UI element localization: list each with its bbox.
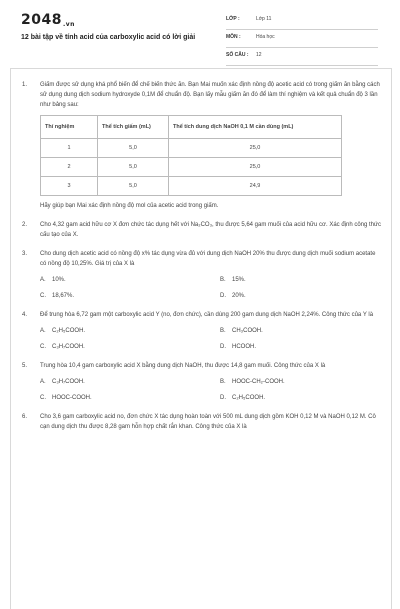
- answer-options: [40, 275, 382, 301]
- table-header: Thí nghiệm: [41, 116, 98, 139]
- question-list: [22, 80, 382, 441]
- meta-key: MÔN :: [226, 34, 241, 40]
- option-label: A.: [40, 328, 46, 334]
- option-text: CH₃COOH.: [232, 328, 263, 334]
- meta-row-subject: [226, 30, 378, 48]
- meta-value: Lớp 11: [256, 16, 272, 22]
- question-text: Giấm được sử dụng khá phổ biến để chế biến thức ăn. Bạn Mai muốn xác định nồng độ acetic acid có trong giấm ăn bằng cách sử dụng dung dịch sodium hydroxyde 0,1M để chuẩn độ. Bạn lấy mẫu giấm ăn đó để làm thí nghiệm và kết quả chuẩn độ 3 lần như bảng sau:: [40, 82, 380, 108]
- option-text: HCOOH.: [232, 344, 256, 350]
- table-header-row: [41, 116, 342, 139]
- table-header: Thể tích giấm (mL): [98, 116, 169, 139]
- table-cell: 1: [41, 139, 98, 158]
- question-followup: Hãy giúp bạn Mai xác định nồng độ mol của acetic acid trong giấm.: [40, 203, 219, 209]
- answer-option-d[interactable]: [220, 393, 370, 403]
- answer-options: [40, 326, 382, 352]
- option-text: 15%.: [232, 277, 246, 283]
- table-cell: 24,9: [169, 177, 342, 196]
- table-cell: 5,0: [98, 158, 169, 177]
- option-text: HOOC-CH₂-COOH.: [232, 379, 285, 385]
- option-text: C₂H₅COOH.: [232, 395, 266, 401]
- option-label: A.: [40, 379, 46, 385]
- answer-option-a[interactable]: [40, 275, 220, 285]
- question-text: Để trung hòa 6,72 gam một carboxylic acid Y (no, đơn chức), cần dùng 200 gam dung dịch NaOH 2,24%. Công thức của Y là: [40, 312, 374, 318]
- option-label: C.: [40, 344, 46, 350]
- answer-option-c[interactable]: [40, 291, 220, 301]
- answer-option-b[interactable]: [220, 275, 370, 285]
- answer-option-d[interactable]: [220, 291, 370, 301]
- question-text: Cho 4,32 gam acid hữu cơ X đơn chức tác dụng hết với Na₂CO₃, thu được 5,64 gam muối của acid hữu cơ. Xác định công thức cấu tạo của X.: [40, 222, 382, 238]
- option-text: C₃H₇COOH.: [52, 379, 85, 385]
- answer-options: [40, 377, 382, 403]
- question-number: 2.: [22, 222, 28, 228]
- logo-tld: .vn: [62, 21, 75, 28]
- table-row: [41, 139, 342, 158]
- answer-option-b[interactable]: [220, 377, 370, 387]
- meta-row-count: [226, 48, 378, 66]
- meta-key: SỐ CÂU :: [226, 52, 249, 58]
- option-label: B.: [220, 328, 226, 334]
- question-number: 5.: [22, 363, 28, 369]
- option-label: A.: [40, 277, 46, 283]
- option-text: HOOC-COOH.: [52, 395, 92, 401]
- option-label: C.: [40, 293, 46, 299]
- question-3: [22, 249, 382, 301]
- option-text: C₂H₅COOH.: [52, 328, 86, 334]
- table-cell: 5,0: [98, 139, 169, 158]
- meta-value: Hóa học: [256, 34, 275, 40]
- option-label: C.: [40, 395, 46, 401]
- option-text: 20%.: [232, 293, 246, 299]
- question-5: [22, 361, 382, 403]
- option-label: B.: [220, 277, 226, 283]
- question-2: [22, 220, 382, 240]
- site-logo[interactable]: [21, 12, 75, 28]
- answer-option-a[interactable]: [40, 326, 220, 336]
- question-number: 1.: [22, 82, 28, 88]
- answer-option-a[interactable]: [40, 377, 220, 387]
- table-cell: 25,0: [169, 139, 342, 158]
- option-text: 10%.: [52, 277, 66, 283]
- table-cell: 5,0: [98, 177, 169, 196]
- question-text: Trung hòa 10,4 gam carboxylic acid X bằng dung dịch NaOH, thu được 14,8 gam muối. Công thức của X là: [40, 363, 326, 369]
- answer-option-b[interactable]: [220, 326, 370, 336]
- logo-main: 2048: [21, 12, 62, 28]
- option-label: D.: [220, 395, 226, 401]
- question-text: Cho dung dịch acetic acid có nồng độ x% tác dụng vừa đủ với dung dịch NaOH 20% thu được dung dịch muối sodium acetate có nồng độ 10,25%. Giá trị của X là: [40, 251, 376, 267]
- option-label: D.: [220, 344, 226, 350]
- meta-row-class: [226, 12, 378, 30]
- table-row: [41, 177, 342, 196]
- answer-option-c[interactable]: [40, 342, 220, 352]
- question-number: 3.: [22, 251, 28, 257]
- question-6: [22, 412, 382, 432]
- table-cell: 25,0: [169, 158, 342, 177]
- question-number: 4.: [22, 312, 28, 318]
- page-header: [0, 0, 400, 64]
- meta-value: 12: [256, 52, 262, 58]
- table-row: [41, 158, 342, 177]
- option-label: D.: [220, 293, 226, 299]
- question-text: Cho 3,6 gam carboxylic acid no, đơn chức X tác dụng hoàn toàn với 500 mL dung dịch gồm KOH 0,12 M và NaOH 0,12 M. Cô cạn dung dịch thu được 8,28 gam hỗn hợp chất rắn khan. Công thức của X là: [40, 414, 376, 430]
- experiment-table: [40, 115, 342, 196]
- table-cell: 3: [41, 177, 98, 196]
- meta-box: [226, 12, 378, 66]
- option-text: C₃H₇COOH.: [52, 344, 85, 350]
- meta-key: LỚP :: [226, 16, 240, 22]
- answer-option-d[interactable]: [220, 342, 370, 352]
- document-title: 12 bài tập về tính acid của carboxylic acid có lời giải: [21, 34, 196, 41]
- option-label: B.: [220, 379, 226, 385]
- answer-option-c[interactable]: [40, 393, 220, 403]
- question-4: [22, 310, 382, 352]
- question-number: 6.: [22, 414, 28, 420]
- question-1: [22, 80, 382, 211]
- option-text: 18,67%.: [52, 293, 75, 299]
- table-header: Thể tích dung dịch NaOH 0,1 M cần dùng (mL): [169, 116, 342, 139]
- table-cell: 2: [41, 158, 98, 177]
